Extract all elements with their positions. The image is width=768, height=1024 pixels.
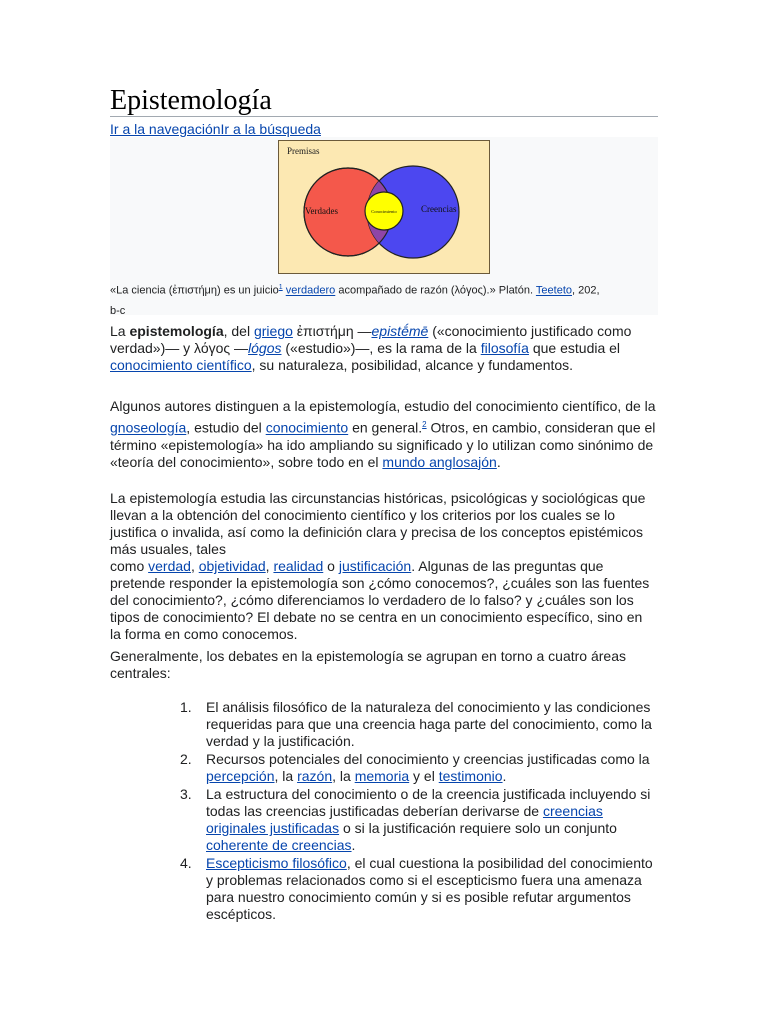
paragraph-distinction bbox=[110, 398, 656, 471]
conocimiento-label: Conocimiento bbox=[371, 209, 397, 214]
verdad-link[interactable]: verdad bbox=[148, 558, 191, 574]
coherente-de-creencias-link[interactable]: coherente de creencias bbox=[206, 837, 352, 853]
list-number: 1. bbox=[180, 699, 192, 715]
ref-2-link[interactable]: 2 bbox=[422, 420, 427, 429]
realidad-link[interactable]: realidad bbox=[273, 558, 324, 574]
figure-caption bbox=[110, 278, 658, 321]
paragraph-areas-intro bbox=[110, 648, 656, 682]
percepcion-link[interactable]: percepción bbox=[206, 768, 275, 784]
escepticismo-filosofico-link[interactable]: Escepticismo filosófico bbox=[206, 855, 347, 871]
areas-list bbox=[180, 699, 656, 924]
jump-to-search-link[interactable]: Ir a la búsqueda bbox=[220, 121, 321, 137]
memoria-link[interactable]: memoria bbox=[354, 768, 410, 784]
verdadero-link[interactable]: verdadero bbox=[285, 284, 336, 297]
conocimiento-link[interactable]: conocimiento bbox=[265, 419, 349, 436]
text: Otros, en cambio, consideran que el término «epistemología» ha ido ampliando su significado y lo utilizan como sinónimo de «teoría del conocimiento», sobre todo en el bbox=[110, 419, 656, 470]
jump-to-navigation-link[interactable]: Ir a la navegación bbox=[110, 121, 221, 137]
venn-diagram bbox=[278, 140, 490, 274]
bold-term: epistemología bbox=[129, 323, 224, 339]
caption-text: «La ciencia (ἐπιστήμη) es un juicio bbox=[110, 284, 279, 297]
text: Algunos autores distinguen a la epistemología, estudio del conocimiento científico, de la bbox=[110, 398, 656, 414]
text: La bbox=[110, 323, 130, 339]
list-item bbox=[180, 699, 656, 750]
list-number: 2. bbox=[180, 751, 192, 767]
text: o bbox=[323, 558, 339, 574]
caption-text: b-c bbox=[110, 304, 126, 317]
verdades-label: Verdades bbox=[305, 206, 338, 216]
figure bbox=[110, 137, 658, 315]
text: La epistemología estudia las circunstancias históricas, psicológicas y sociológicas que llevan a la obtención del conocimiento científico y los criterios por los cuales se lo justifica o invalida, así como la definición clara y precisa de los conceptos epistémicos más usuales, tales bbox=[110, 490, 646, 557]
gnoseologia-link[interactable]: gnoseología bbox=[110, 419, 187, 436]
text: , bbox=[265, 558, 274, 574]
caption-text: acompañado de razón (λόγος).» Platón. bbox=[335, 284, 536, 297]
list-item bbox=[180, 786, 656, 854]
text: , la bbox=[332, 768, 355, 784]
text: Recursos potenciales del conocimiento y creencias justificadas como la bbox=[206, 751, 650, 767]
episteme-link[interactable]: epistḗmē bbox=[371, 323, 429, 339]
text: . Algunas de las preguntas que pretende responder la epistemología son ¿cómo conocemos?, ¿cuáles son las fuentes del conocimiento?, ¿cómo diferenciamos lo verdadero de lo falso? y ¿cuáles son los tipos de conocimiento? El debate no se centra en un conocimiento específico, sino en la forma en como conocemos. bbox=[110, 558, 650, 642]
text: o si la justificación requiere solo un conjunto bbox=[339, 820, 617, 836]
griego-link[interactable]: griego bbox=[253, 323, 293, 339]
text: («conocimiento justificado como verdad»)— y λόγος — bbox=[110, 323, 632, 356]
list-number: 3. bbox=[180, 786, 192, 802]
logos-link[interactable]: lógos bbox=[248, 340, 282, 356]
filosofia-link[interactable]: filosofía bbox=[480, 340, 529, 356]
text: . bbox=[351, 837, 356, 853]
text: . bbox=[502, 768, 507, 784]
mundo-anglosajon-link[interactable]: mundo anglosajón bbox=[382, 453, 497, 470]
objetividad-link[interactable]: objetividad bbox=[198, 558, 266, 574]
teeteto-link[interactable]: Teeteto bbox=[535, 284, 572, 297]
page-title: Epistemología bbox=[110, 85, 272, 116]
text: . bbox=[496, 453, 501, 470]
text: , estudio del bbox=[186, 419, 266, 436]
ref-1-link[interactable]: 1 bbox=[278, 284, 283, 291]
text: , del bbox=[223, 323, 254, 339]
jump-links bbox=[110, 120, 321, 138]
text: que estudia el bbox=[528, 340, 621, 356]
text: Generalmente, los debates en la epistemología se agrupan en torno a cuatro áreas centrales: bbox=[110, 648, 626, 681]
creencias-label: Creencias bbox=[421, 204, 457, 214]
text: La estructura del conocimiento o de la creencia justificada incluyendo si todas las creencias justificadas deberían derivarse de bbox=[206, 786, 651, 819]
paragraph-intro bbox=[110, 323, 656, 374]
creencias-originales-link[interactable]: creencias originales justificadas bbox=[206, 803, 603, 836]
text: , el cual cuestiona la posibilidad del conocimiento y problemas relacionados como si el escepticismo fuera una amenaza para nuestro conocimiento común y si es posible refutar argumentos escépticos. bbox=[206, 855, 653, 922]
premisas-label: Premisas bbox=[287, 146, 320, 156]
paragraph-scope bbox=[110, 490, 656, 643]
title-divider bbox=[110, 116, 658, 117]
text: («estudio»)—, es la rama de la bbox=[281, 340, 481, 356]
text: ἐπιστήμη — bbox=[292, 323, 372, 339]
text: El análisis filosófico de la naturaleza del conocimiento y las condiciones requeridas para que una creencia haga parte del conocimiento, como la verdad y la justificación. bbox=[206, 699, 652, 749]
razon-link[interactable]: razón bbox=[297, 768, 333, 784]
text: en general. bbox=[348, 419, 423, 436]
list-item bbox=[180, 751, 656, 785]
list-item bbox=[180, 855, 656, 923]
text: , la bbox=[274, 768, 298, 784]
conocimiento-cientifico-link[interactable]: conocimiento científico bbox=[110, 357, 252, 373]
text: como bbox=[110, 558, 149, 574]
text: , bbox=[190, 558, 199, 574]
text: , su naturaleza, posibilidad, alcance y fundamentos. bbox=[251, 357, 574, 373]
justificacion-link[interactable]: justificación bbox=[338, 558, 412, 574]
testimonio-link[interactable]: testimonio bbox=[438, 768, 503, 784]
text: y el bbox=[409, 768, 439, 784]
list-number: 4. bbox=[180, 855, 192, 871]
caption-text: , 202, bbox=[572, 284, 600, 297]
